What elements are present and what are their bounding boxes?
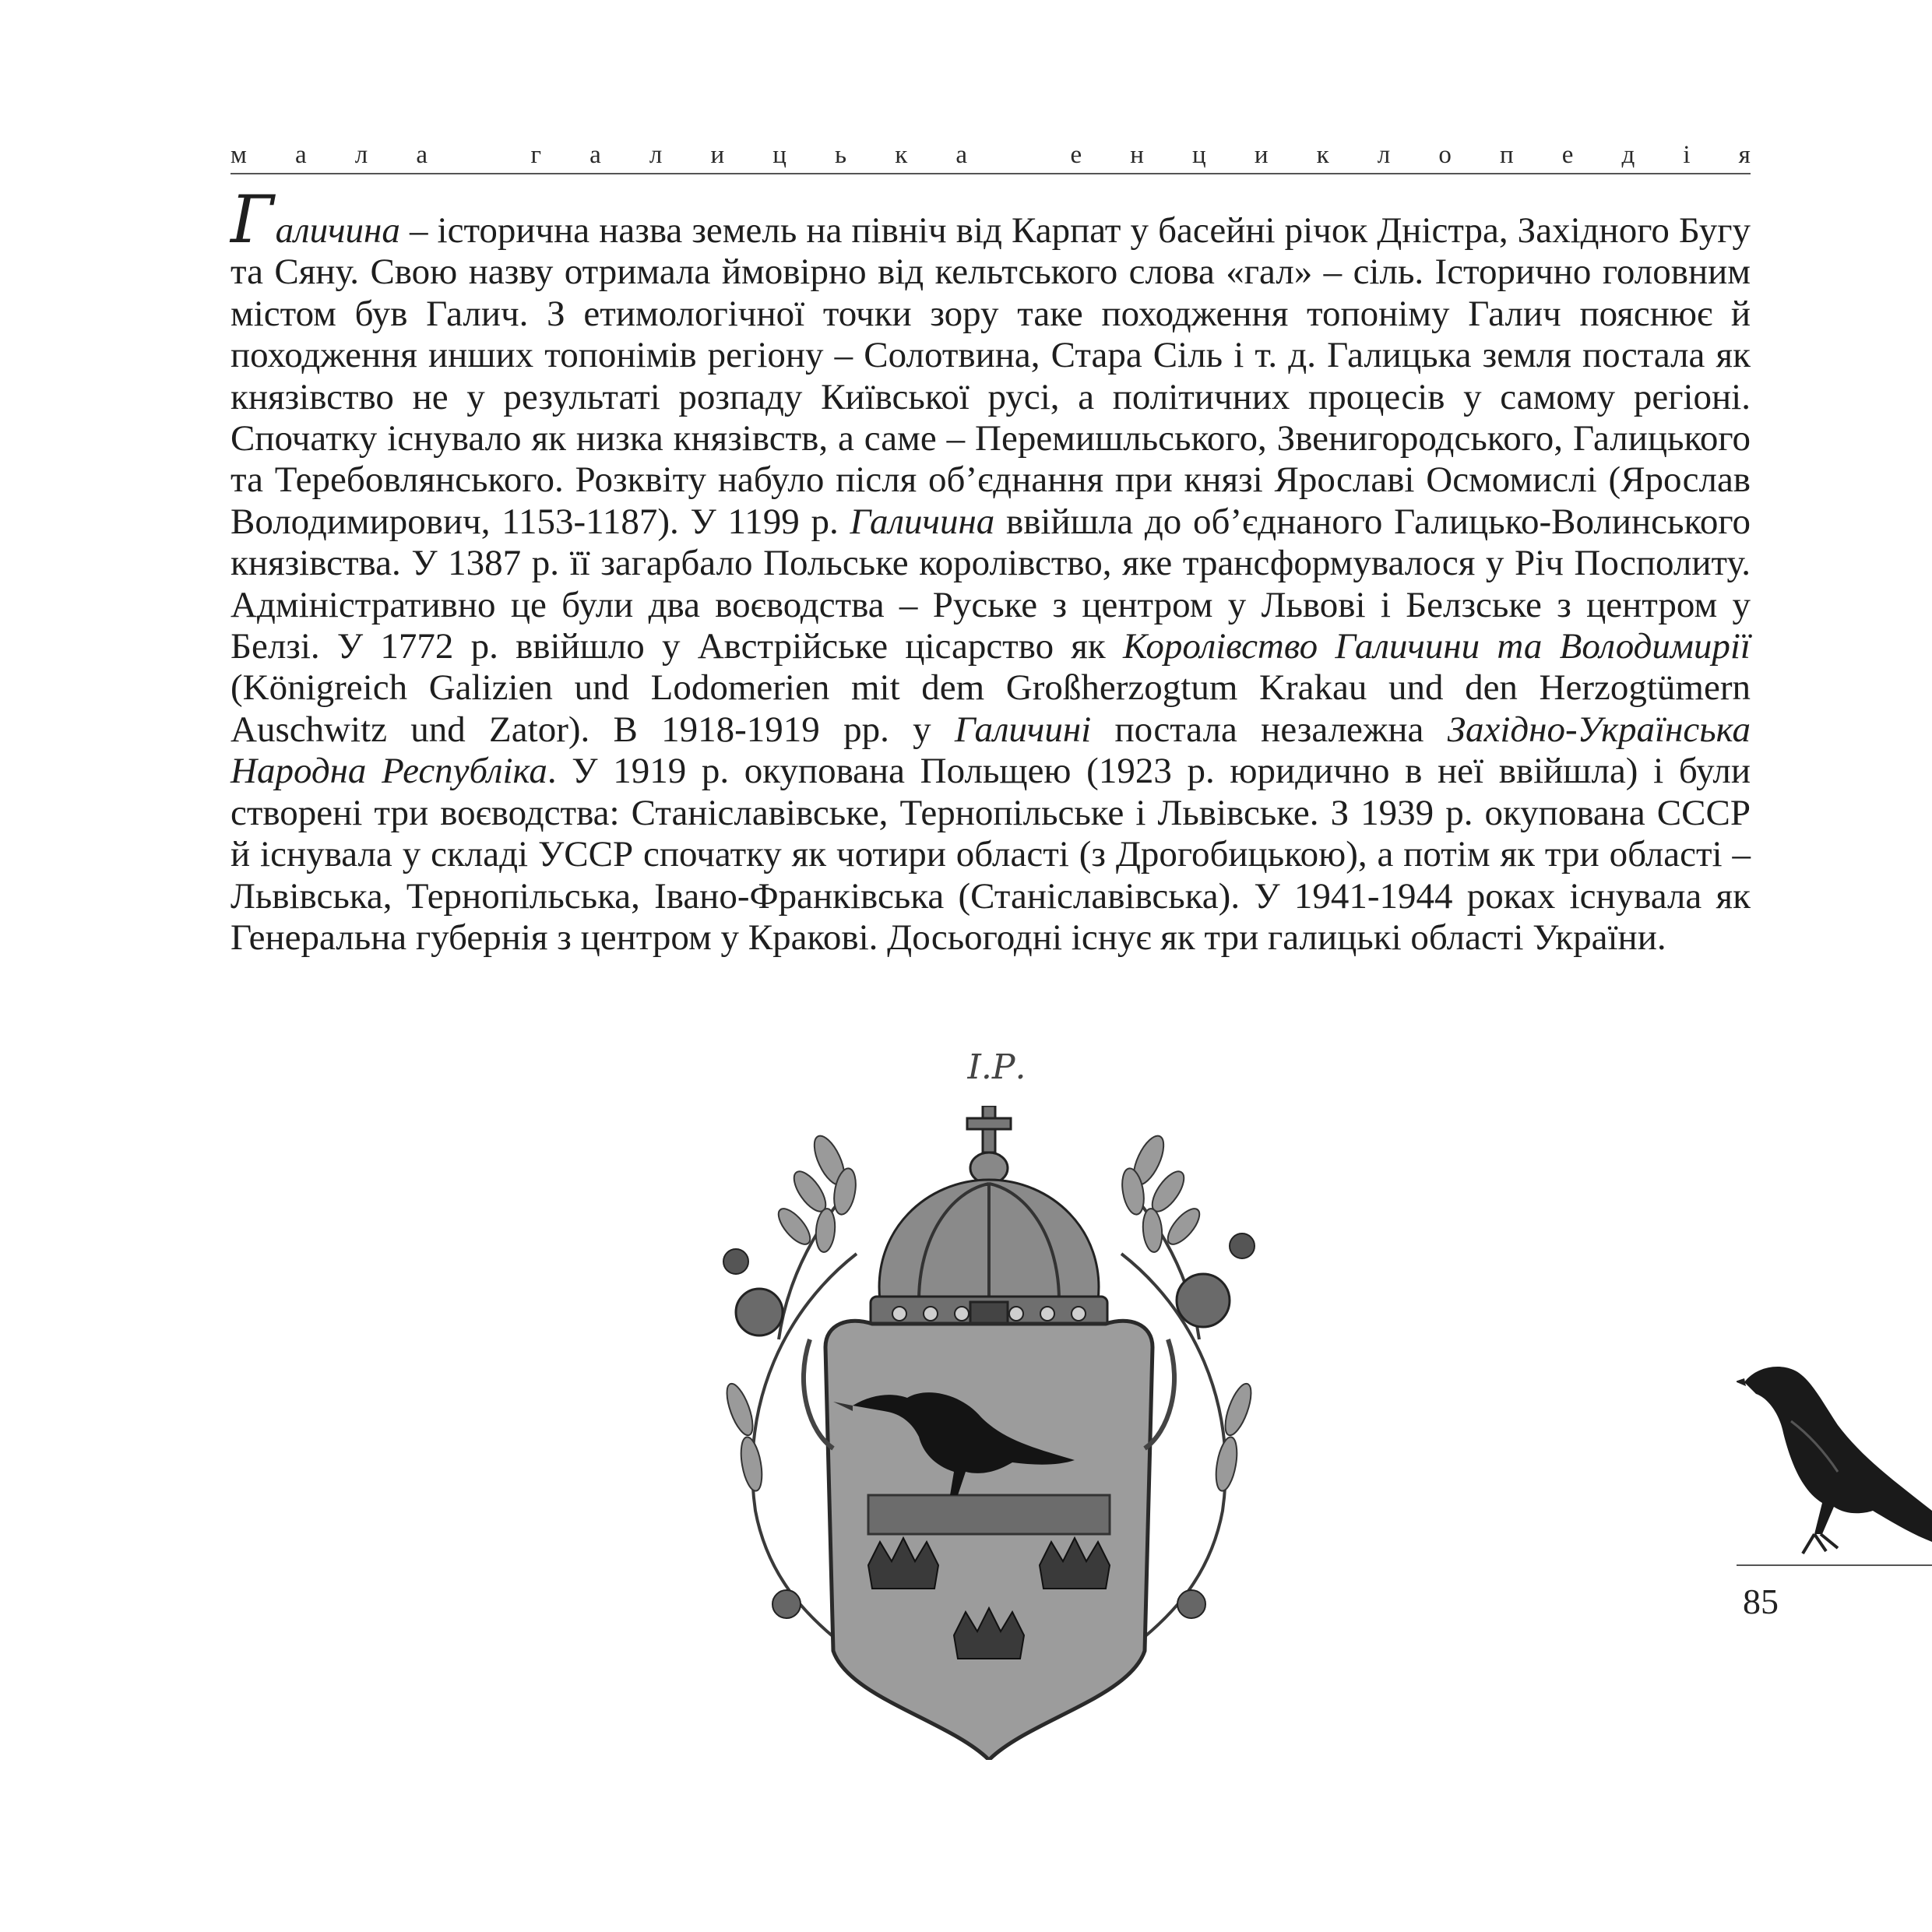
running-head-gap [476, 141, 482, 170]
running-head-letter: и [1254, 141, 1269, 169]
running-head-letter: л [649, 141, 663, 169]
running-head-letter: а [416, 141, 428, 169]
running-head-letter: ь [835, 141, 847, 169]
article-italic: Галичина [850, 501, 995, 542]
article-text: – історична назва земель на північ від Карпат у басейні річок Дністра, Західного Бугу та Сяну. Свою назву отримала ймовірно від кельтського слова «гал» – сіль. Історично головним містом був Галич. З етимологічної точки зору таке походження топоніму Галич пояснює й походження инших топонімів регіону – Солотвина, Стара Сіль і т. д. Галицька земля постала як князівство не у результаті розпаду Київської русі, а політичних процесів у самому регіоні. Спочатку існувало як низка князівств, а саме – Перемишльського, Звенигородського, Галицького та Теребовлянського. Розквіту набуло після об’єднання при князі Ярославі Осмомислі (Ярослав Володимирович, 1153-1187). У 1199 р. [231, 210, 1751, 542]
article-italic: Галичині [954, 709, 1092, 750]
running-head-letter: и [710, 141, 725, 169]
article-text: . У 1919 р. окупована Польщею (1923 р. юридично в неї ввійшла) і були створені три воєводства: Станіславівське, Тернопільське і Львівське. З 1939 р. окупована СССР й існувала у складі УССР спочатку як чотири області (з Дрогобицькою), а потім як три області – Львівська, Тернопільська, Івано-Франківська (Станіславівська). У 1941-1944 роках існувала як Генеральна губернія з центром у Кракові. Досьогодні існує як три галицькі області України. [231, 751, 1751, 958]
running-head-letter: п [1499, 141, 1514, 169]
running-head-letter: г [530, 141, 542, 169]
running-head-letter: е [1561, 141, 1574, 169]
running-head-letter: ц [772, 141, 787, 169]
running-head-letter: н [1130, 141, 1144, 169]
article-text: (Königreich Galizien und Lodomerien mit dem Großherzogtum Krakau und den Herzogtümern Auschwitz und Zator). В 1918-1919 рр. у [231, 667, 1751, 750]
article-italic: Королівство Галичини та Володимирії [1122, 626, 1751, 667]
page-number: 85 [1743, 1582, 1779, 1621]
article-italic: Західно-Українська Народна Республіка [231, 709, 1751, 792]
shield-icon [804, 1321, 1174, 1760]
drop-cap: Г [231, 181, 274, 258]
running-head-letter: а [955, 141, 968, 169]
header-rule [231, 173, 1751, 174]
running-head-letter: і [1683, 141, 1691, 169]
running-head-letter: о [1438, 141, 1452, 169]
running-head-letter: м [231, 141, 247, 169]
crown-icon [871, 1106, 1107, 1332]
running-head-letter: д [1621, 141, 1635, 169]
running-head-letter: е [1070, 141, 1082, 169]
raven-illustration [1737, 1347, 1932, 1573]
running-head-letter: к [1316, 141, 1329, 169]
running-head [231, 132, 1751, 170]
article-body [231, 181, 1751, 959]
running-head-gap [1015, 141, 1022, 170]
running-head-letter: а [295, 141, 307, 169]
running-head-letter: л [1377, 141, 1391, 169]
coat-of-arms-image [693, 1106, 1285, 1760]
running-head-letter: а [589, 141, 601, 169]
raven-margin-icon [1737, 1367, 1932, 1554]
article-term: аличина [275, 210, 400, 251]
article-text: постала незалежна [1091, 709, 1448, 750]
running-head-letter: л [354, 141, 368, 169]
running-head-letter: ц [1192, 141, 1206, 169]
author-signature: І.Р. [967, 1047, 1026, 1087]
running-head-letter: к [895, 141, 908, 169]
article-text: ввійшла до об’єднаного Галицько-Волинського князівства. У 1387 р. її загарбало Польське королівство, яке трансформувалося у Річ Посполиту. Адміністративно це були два воєводства – Руське з центром у Львові і Белзське з центром у Белзі. У 1772 р. ввійшло у Австрійське цісарство як [231, 501, 1751, 667]
running-head-letter: я [1738, 141, 1751, 169]
